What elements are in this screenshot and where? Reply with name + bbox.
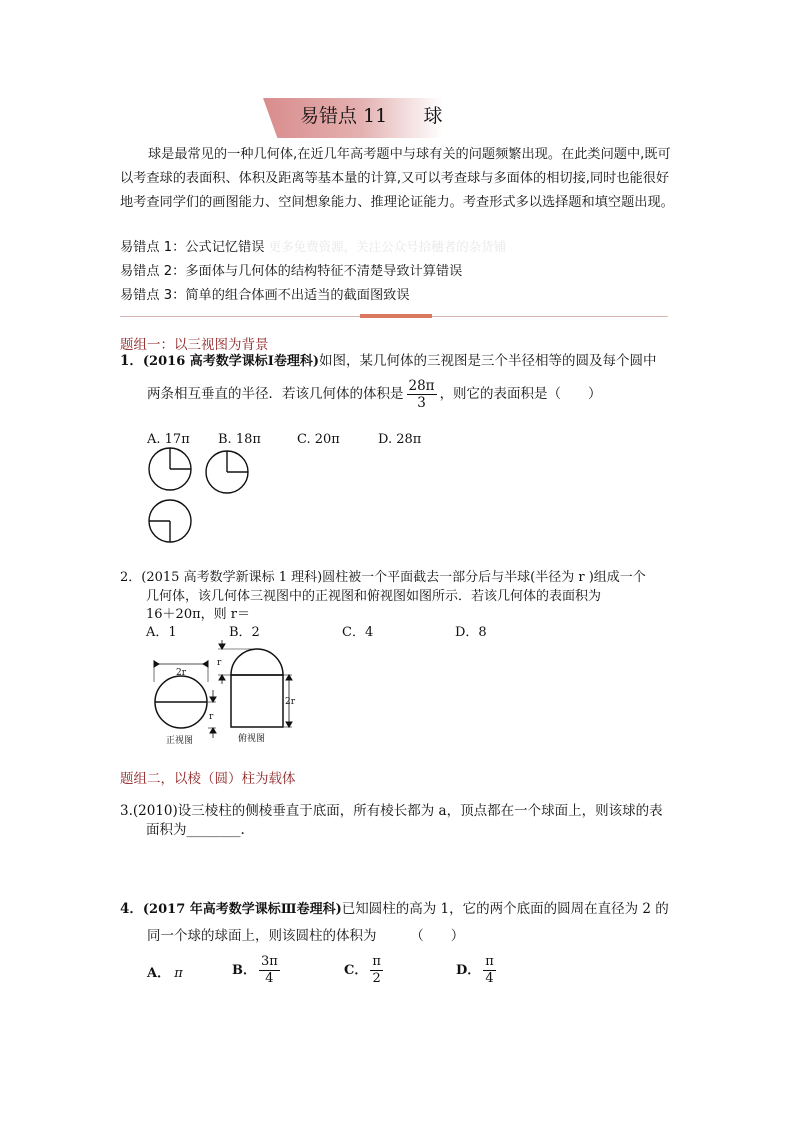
question-2-line-2: 几何体，该几何体三视图中的正视图和俯视图如图所示．若该几何体的表面积为 <box>146 589 602 604</box>
label-2r-top: 2r <box>176 668 187 678</box>
question-1-option-b: B. 18π <box>218 432 261 447</box>
question-3-line-1: 3.(2010)设三棱柱的侧棱垂直于底面，所有棱长都为 a，顶点都在一个球面上，则该球的表 <box>120 803 663 819</box>
label-2r-right: 2r <box>285 697 296 707</box>
caption-top-view: 俯视图 <box>238 734 266 744</box>
watermark-text: 更多免费资源，关注公众号拾穗者的杂货铺 <box>268 239 507 254</box>
question-4-option-c: C． $\frac{\pi}{2}$ <box>344 954 381 986</box>
label-r-top: r <box>217 658 222 668</box>
question-2-option-a: A．1 <box>146 625 177 640</box>
group-heading-1: 题组一：以三视图为背景 <box>120 337 269 353</box>
section-divider-accent <box>360 314 432 318</box>
intro-paragraph: 球是最常见的一种几何体,在近几年高考题中与球有关的问题频繁出现。在此类问题中,既可以考查球的表面积、体积及距离等基本量的计算,又可以考查球与多面体的相切接,同时也能很好地考查同学们的画图能力、空间想象能力、推理论证能力。考查形式多以选择题和填空题出现。 <box>120 147 674 210</box>
front-view-circle <box>149 448 191 490</box>
top-view-circle <box>149 500 191 542</box>
question-1-option-a: A. 17π <box>147 432 190 447</box>
question-1-line-2: 两条相互垂直的半径．若该几何体的体积是 $\frac{28\pi}{3}$ ，则它的表面积是（ ） <box>147 378 602 411</box>
caption-front-view: 正视图 <box>166 736 194 746</box>
top-view <box>218 640 292 727</box>
checklist-item-2: 易错点 2：多面体与几何体的结构特征不清楚导致计算错误 <box>120 264 463 279</box>
question-2-option-b: B．2 <box>229 625 260 640</box>
group-heading-2: 题组二，以棱（圆）柱为载体 <box>120 771 296 787</box>
question-4-option-b: B． $\frac{3\pi}{4}$ <box>232 954 278 986</box>
volume-fraction: $\frac{28\pi}{3}$ <box>408 378 435 411</box>
checklist-item-3: 易错点 3：简单的组合体画不出适当的截面图致误 <box>120 288 410 303</box>
question-1-option-d: D. 28π <box>378 432 422 447</box>
question-1-line-1: 1．(2016 高考数学课标Ⅰ卷理科)如图，某几何体的三视图是三个半径相等的圆及每个圆中 <box>120 353 657 369</box>
question-3-line-2: 面积为________. <box>146 822 245 838</box>
question-4-line-2: 同一个球的球面上，则该圆柱的体积为 （ ） <box>147 928 465 944</box>
cylinder-hemisphere-figure <box>146 640 306 752</box>
question-4-line-1: 4．(2017 年高考数学课标Ⅲ卷理科)已知圆柱的高为 1，它的两个底面的圆周在直径为 2 的 <box>120 901 669 917</box>
question-2-option-c: C．4 <box>342 625 374 640</box>
question-2-option-d: D．8 <box>455 625 487 640</box>
question-4-option-d: D． $\frac{\pi}{4}$ <box>456 954 494 986</box>
side-view-circle <box>206 451 248 493</box>
question-1-option-c: C. 20π <box>297 432 340 447</box>
question-2-line-3: 16＋20π，则 r＝ <box>146 607 250 622</box>
checklist-item-1: 易错点 1：公式记忆错误 更多免费资源，关注公众号拾穗者的杂货铺 <box>120 239 507 255</box>
page-title: 易错点 11 球 <box>300 105 443 127</box>
question-2-line-1: 2．(2015 高考数学新课标 1 理科)圆柱被一个平面截去一部分后与半球(半径为 r )组成一个 <box>120 570 646 585</box>
question-4-option-a: A． π <box>147 966 183 981</box>
three-view-figure <box>140 445 260 545</box>
label-r-bottom: r <box>209 712 214 722</box>
